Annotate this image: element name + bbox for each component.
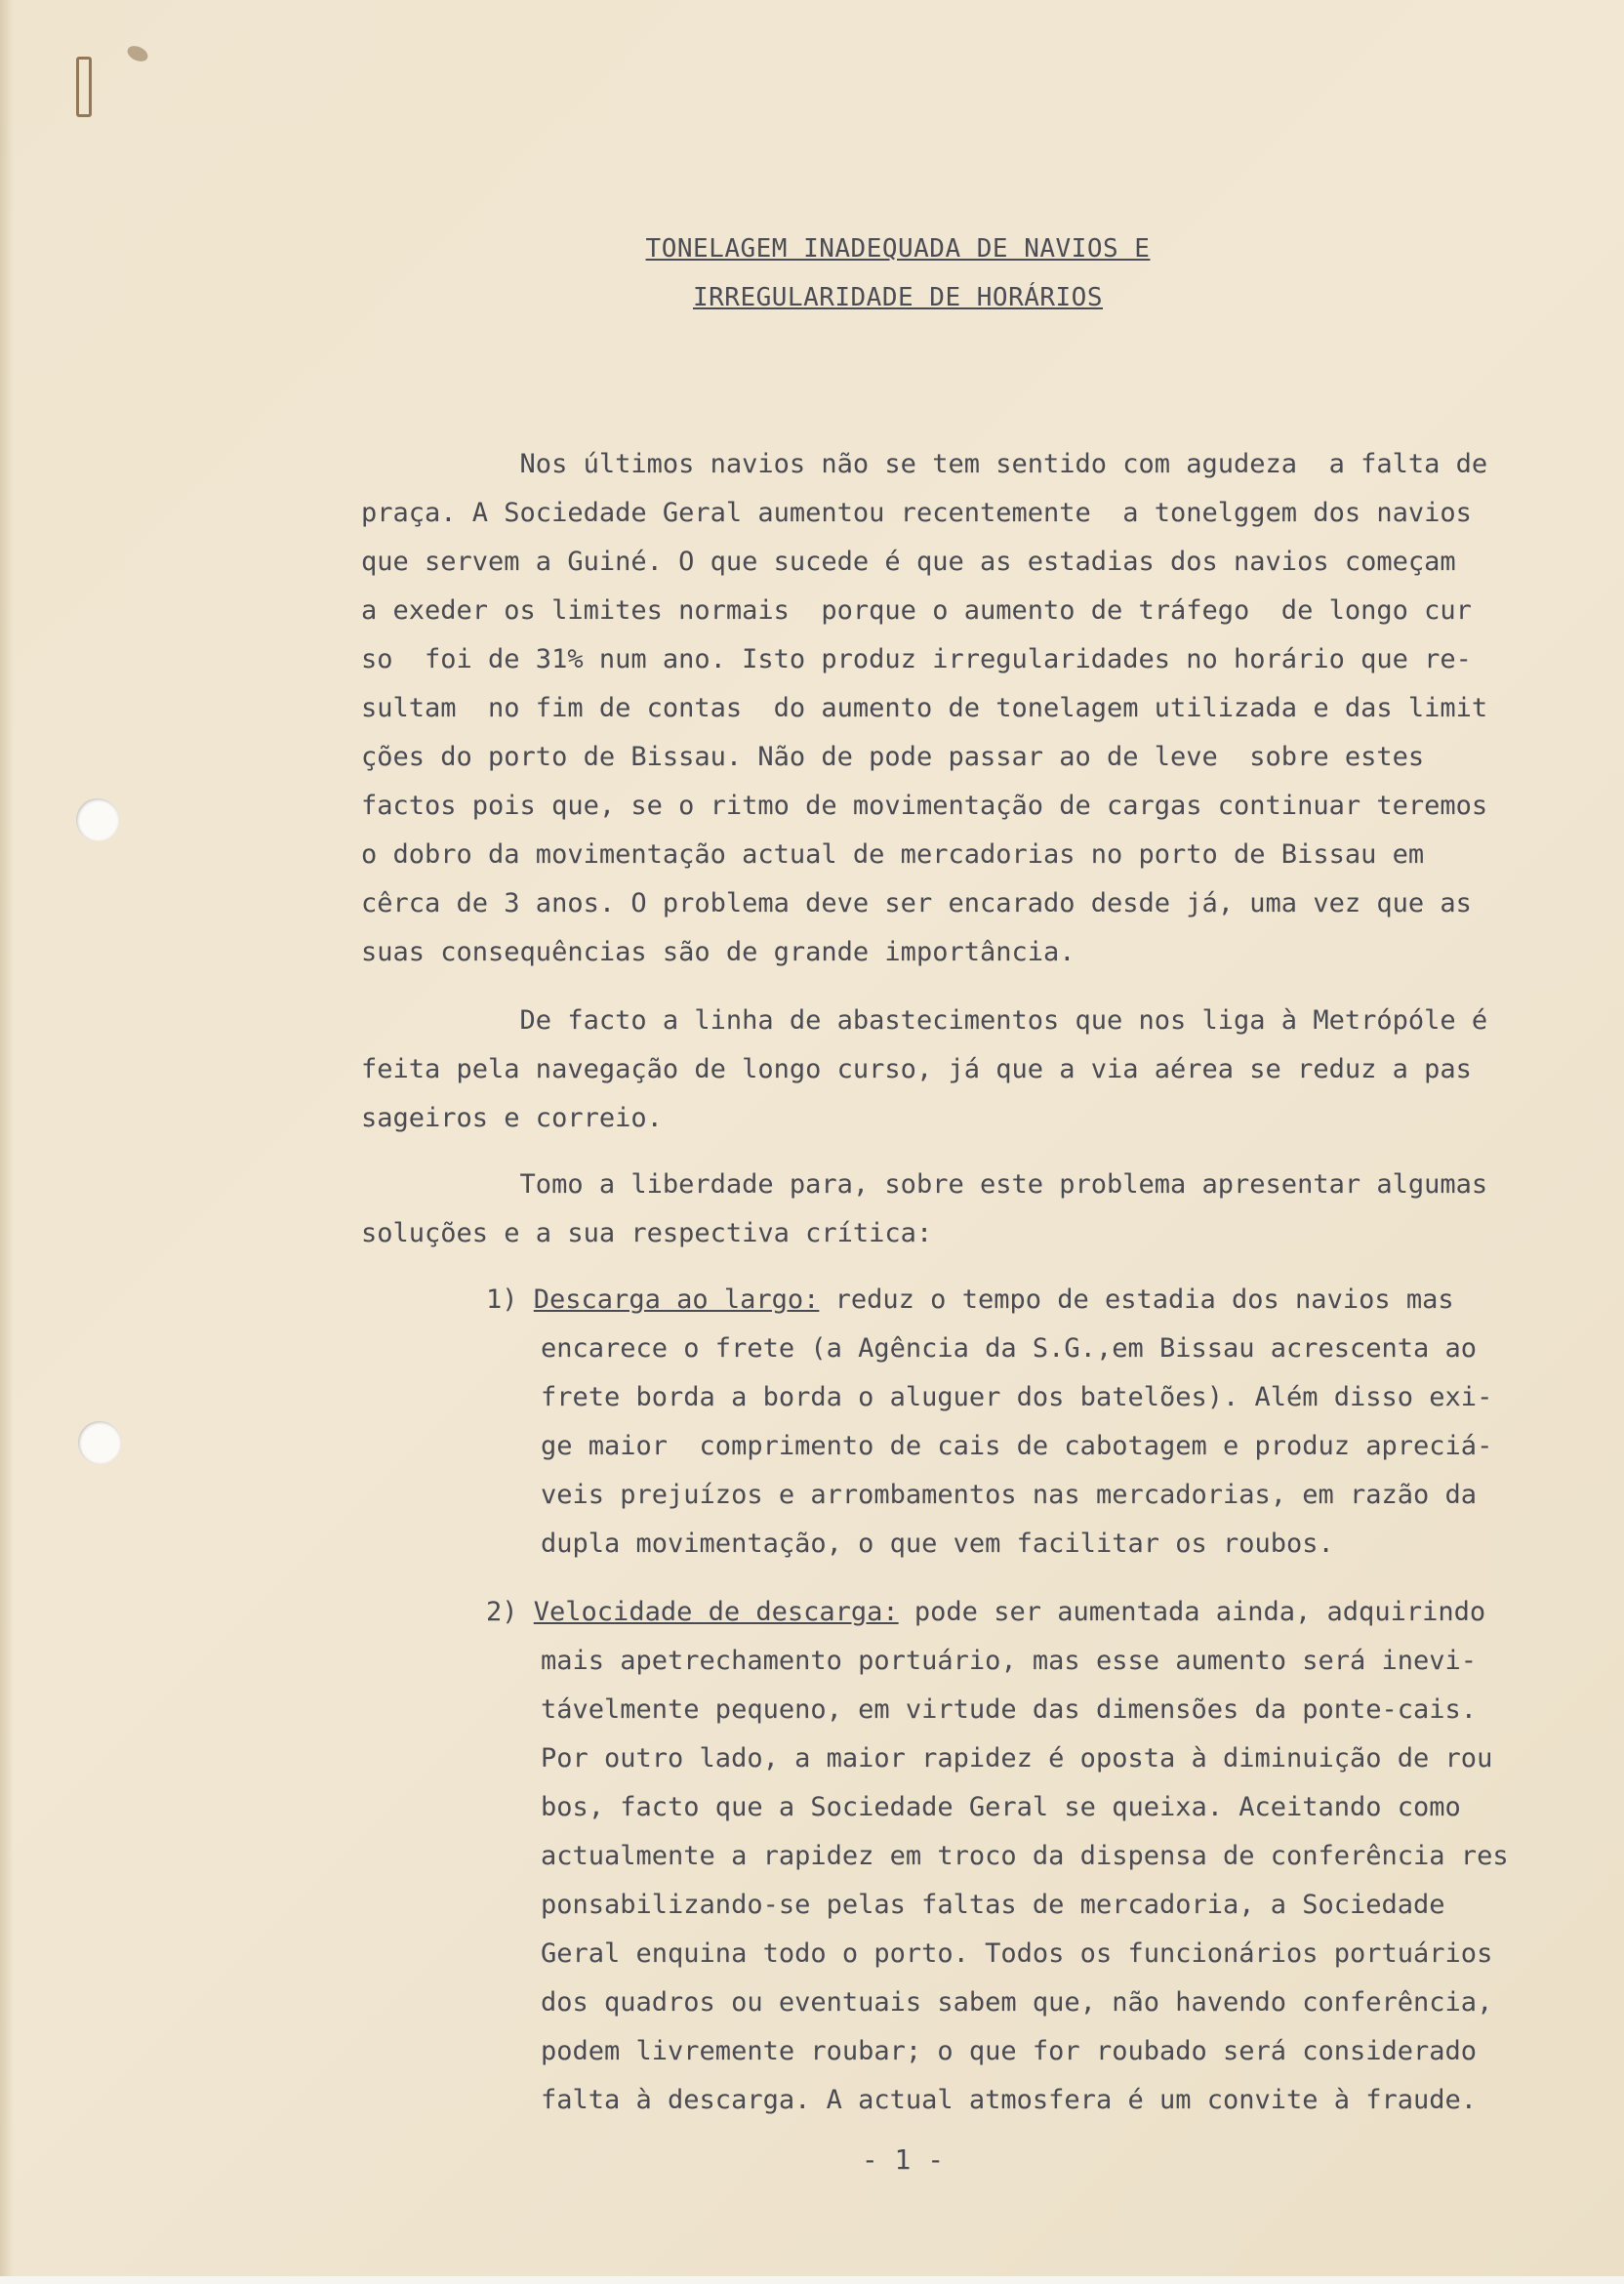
list-item-1-heading: Descarga ao largo:	[533, 1285, 820, 1315]
paragraph-1-line: so foi de 31% num ano. Isto produz irregularidades no horário que re-	[361, 644, 1472, 674]
paragraph-3-line: soluções e a sua respectiva crítica:	[361, 1218, 933, 1248]
page-bottom-edge	[0, 2276, 1624, 2284]
punch-hole-bottom	[78, 1421, 121, 1464]
punch-hole-top	[76, 798, 119, 841]
list-item-2-line: falta à descarga. A actual atmosfera é um convite à fraude.	[541, 2085, 1478, 2115]
paragraph-1-line: factos pois que, se o ritmo de movimentação de cargas continuar teremos	[361, 791, 1488, 821]
list-item-2-number: 2)	[486, 1597, 518, 1627]
list-item-2-first-line-text: pode ser aumentada ainda, adquirindo	[898, 1597, 1486, 1627]
list-item-2-line: ponsabilizando-se pelas faltas de mercadoria, a Sociedade	[541, 1890, 1445, 1920]
list-item-2-heading: Velocidade de descarga:	[533, 1597, 899, 1627]
list-item-1-line: dupla movimentação, o que vem facilitar os roubos.	[541, 1529, 1334, 1559]
paragraph-1-line: o dobro da movimentação actual de mercadorias no porto de Bissau em	[361, 839, 1425, 870]
paragraph-2-line: feita pela navegação de longo curso, já que a via aérea se reduz a pas	[361, 1054, 1472, 1084]
list-item-2-line: távelmente pequeno, em virtude das dimensões da ponte-cais.	[541, 1694, 1478, 1725]
list-item-1-line: frete borda a borda o aluguer dos batelões). Além disso exi-	[541, 1382, 1493, 1412]
paragraph-2-line: De facto a linha de abastecimentos que nos liga à Metrópóle é	[361, 1005, 1488, 1036]
list-item-1-number: 1)	[486, 1285, 518, 1315]
list-item-1-first-line-text: reduz o tempo de estadia dos navios mas	[819, 1285, 1454, 1315]
list-item-2-line: actualmente a rapidez em troco da dispensa de conferência res	[541, 1841, 1509, 1871]
staple-mark	[76, 57, 92, 117]
list-item-1-line: veis prejuízos e arrombamentos nas mercadorias, em razão da	[541, 1480, 1478, 1510]
paragraph-1-line: suas consequências são de grande importância.	[361, 937, 1076, 967]
list-item-2-line: bos, facto que a Sociedade Geral se queixa. Aceitando como	[541, 1792, 1461, 1822]
page-shadow-edge	[0, 0, 14, 2284]
list-item-2-first-line	[486, 1597, 1485, 1627]
list-item-1-line: ge maior comprimento de cais de cabotagem e produz apreciá-	[541, 1431, 1493, 1461]
list-item-1-first-line	[486, 1285, 1454, 1315]
paragraph-1-line: Nos últimos navios não se tem sentido com agudeza a falta de	[361, 449, 1488, 479]
list-item-2-line: mais apetrechamento portuário, mas esse aumento será inevi-	[541, 1646, 1478, 1676]
list-item-2-line: Por outro lado, a maior rapidez é oposta à diminuição de rou	[541, 1743, 1493, 1774]
list-item-2-line: dos quadros ou eventuais sabem que, não havendo conferência,	[541, 1987, 1493, 2018]
paragraph-1-line: cêrca de 3 anos. O problema deve ser encarado desde já, uma vez que as	[361, 888, 1472, 918]
paragraph-1-line: praça. A Sociedade Geral aumentou recentemente a tonelggem dos navios	[361, 498, 1472, 528]
paragraph-3-line: Tomo a liberdade para, sobre este problema apresentar algumas	[361, 1169, 1488, 1200]
paragraph-2-line: sageiros e correio.	[361, 1103, 663, 1133]
paragraph-1-line: a exeder os limites normais porque o aumento de tráfego de longo cur	[361, 595, 1472, 626]
list-item-2-line: Geral enquina todo o porto. Todos os funcionários portuários	[541, 1938, 1493, 1969]
document-title-line-2: IRREGULARIDADE DE HORÁRIOS	[693, 283, 1103, 312]
rust-stain	[125, 43, 150, 64]
document-title-line-1: TONELAGEM INADEQUADA DE NAVIOS E	[645, 234, 1151, 264]
paragraph-1-line: ções do porto de Bissau. Não de pode passar ao de leve sobre estes	[361, 742, 1425, 772]
list-item-1-line: encarece o frete (a Agência da S.G.,em Bissau acrescenta ao	[541, 1333, 1478, 1364]
paragraph-1-line: que servem a Guiné. O que sucede é que as estadias dos navios começam	[361, 547, 1456, 577]
page-number: - 1 -	[861, 2143, 945, 2176]
list-item-2-line: podem livremente roubar; o que for roubado será considerado	[541, 2036, 1478, 2066]
paragraph-1-line: sultam no fim de contas do aumento de tonelagem utilizada e das limit	[361, 693, 1488, 723]
